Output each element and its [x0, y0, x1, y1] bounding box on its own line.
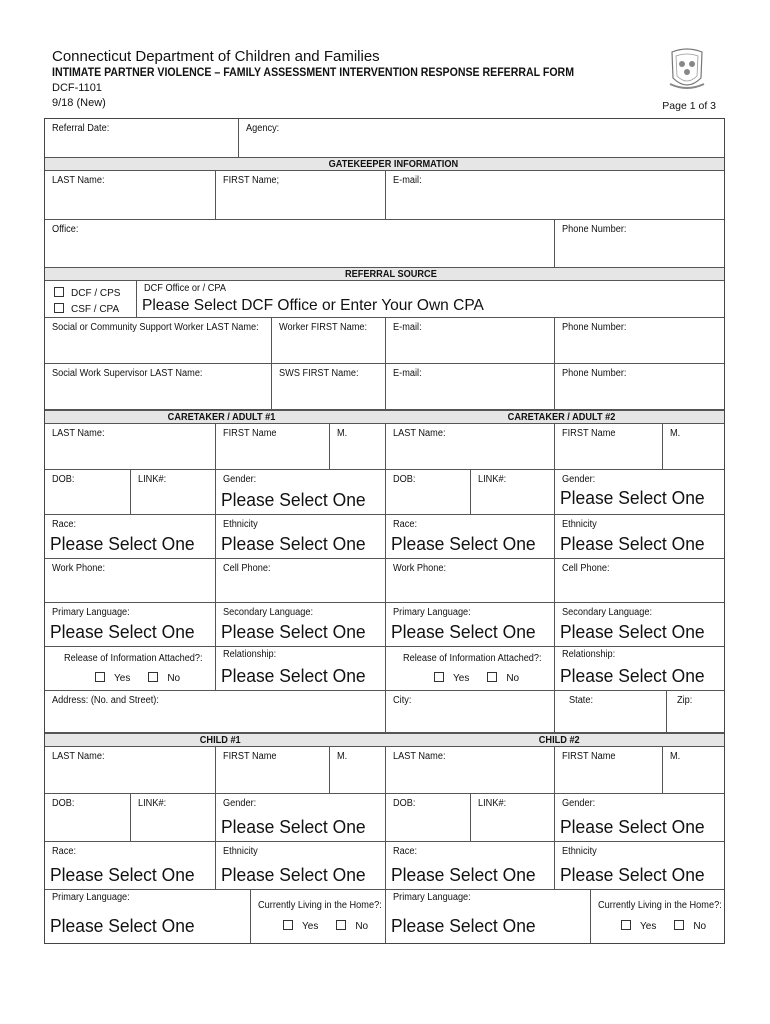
- supervisor-phone-label: Phone Number:: [562, 368, 627, 379]
- caretaker-1-gender-label: Gender:: [223, 474, 257, 485]
- caretaker-1-gender-dropdown[interactable]: Please Select One: [221, 490, 366, 510]
- referral-source-title: REFERRAL SOURCE: [344, 269, 437, 280]
- supervisor-last-name-field[interactable]: [45, 364, 272, 410]
- caretaker-1-primary-language-dropdown[interactable]: Please Select One: [50, 622, 195, 642]
- yes-label: Yes: [640, 921, 657, 932]
- form-version-date: 9/18 (New): [52, 97, 106, 109]
- child-1-primary-language-label: Primary Language:: [52, 892, 130, 903]
- dcf-office-field[interactable]: [137, 281, 724, 318]
- checkbox-icon[interactable]: [434, 672, 444, 682]
- checkbox-icon[interactable]: [54, 287, 64, 297]
- child-2-living-field: [591, 890, 724, 943]
- child-2-first-name-label: FIRST Name: [562, 751, 616, 762]
- gatekeeper-email-label: E-mail:: [393, 175, 422, 186]
- child-2-gender-label: Gender:: [562, 798, 596, 809]
- child-1-title: CHILD #1: [199, 735, 241, 746]
- child-1-living-field: [251, 890, 386, 943]
- dcf-office-dropdown[interactable]: Please Select DCF Office or Enter Your Own CPA: [142, 297, 484, 314]
- caretaker-1-dob-field[interactable]: [45, 470, 131, 515]
- supervisor-first-name-label: SWS FIRST Name:: [279, 368, 359, 379]
- checkbox-icon[interactable]: [674, 920, 684, 930]
- caretaker-1-title: CARETAKER / ADULT #1: [167, 412, 276, 423]
- child-2-ethnicity-field[interactable]: [555, 842, 724, 890]
- agency-label: Agency:: [246, 123, 280, 134]
- caretaker-1-release-options: [95, 672, 180, 684]
- caretaker-2-last-name-label: LAST Name:: [393, 428, 446, 439]
- address-zip-label: Zip:: [677, 695, 693, 706]
- caretaker-2-work-phone-label: Work Phone:: [393, 563, 447, 574]
- dcf-office-label: DCF Office or / CPA: [144, 283, 226, 294]
- gatekeeper-section-header: [45, 157, 724, 171]
- checkbox-icon[interactable]: [336, 920, 346, 930]
- caretaker-2-secondary-language-label: Secondary Language:: [562, 607, 653, 618]
- caretaker-2-middle-initial-label: M.: [670, 428, 681, 439]
- child-2-link-label: LINK#:: [478, 798, 507, 809]
- worker-email-field[interactable]: [386, 318, 555, 364]
- child-2-last-name-label: LAST Name:: [393, 751, 446, 762]
- child-1-ethnicity-field[interactable]: [216, 842, 386, 890]
- child-1-first-name-label: FIRST Name: [223, 751, 277, 762]
- gatekeeper-office-label: Office:: [52, 224, 79, 235]
- child-1-primary-language-field[interactable]: [45, 890, 251, 943]
- child-2-race-field[interactable]: [386, 842, 555, 890]
- gatekeeper-first-name-label: FIRST Name;: [223, 175, 280, 186]
- caretaker-2-ethnicity-dropdown[interactable]: Please Select One: [560, 534, 705, 554]
- support-worker-last-name-label: Social or Community Support Worker LAST Name:: [52, 322, 259, 333]
- child-1-middle-initial-field[interactable]: [330, 747, 386, 794]
- address-street-label: Address: (No. and Street):: [52, 695, 159, 706]
- yes-label: Yes: [302, 921, 319, 932]
- caretaker-2-title: CARETAKER / ADULT #2: [507, 412, 616, 423]
- worker-phone-label: Phone Number:: [562, 322, 627, 333]
- caretaker-2-first-name-label: FIRST Name: [562, 428, 616, 439]
- checkbox-icon[interactable]: [487, 672, 497, 682]
- caretaker-2-dob-field[interactable]: [386, 470, 471, 515]
- child-1-ethnicity-dropdown[interactable]: Please Select One: [221, 865, 366, 885]
- child-2-dob-field[interactable]: [386, 794, 471, 842]
- checkbox-icon[interactable]: [148, 672, 158, 682]
- gatekeeper-office-field[interactable]: [45, 220, 555, 268]
- checkbox-icon[interactable]: [283, 920, 293, 930]
- caretaker-1-race-label: Race:: [52, 519, 77, 530]
- caretaker-1-release-field: [45, 647, 216, 691]
- caretaker-1-middle-initial-field[interactable]: [330, 424, 386, 470]
- referral-source-section-header: [45, 267, 724, 281]
- agency-field[interactable]: [239, 119, 724, 158]
- caretaker-2-relationship-dropdown[interactable]: Please Select One: [560, 666, 705, 686]
- caretaker-2-race-field[interactable]: [386, 515, 555, 559]
- no-label: No: [506, 673, 520, 684]
- child-1-last-name-field[interactable]: [45, 747, 216, 794]
- referral-form: [44, 118, 725, 944]
- child-1-living-label: Currently Living in the Home?:: [258, 900, 382, 911]
- no-label: No: [693, 921, 707, 932]
- worker-first-name-label: Worker FIRST Name:: [279, 322, 368, 333]
- form-title: INTIMATE PARTNER VIOLENCE – FAMILY ASSESSMENT INTERVENTION RESPONSE REFERRAL FORM: [52, 67, 575, 79]
- gatekeeper-last-name-field[interactable]: [45, 171, 216, 220]
- child-2-primary-language-field[interactable]: [386, 890, 591, 943]
- caretaker-2-primary-language-label: Primary Language:: [393, 607, 471, 618]
- gatekeeper-phone-label: Phone Number:: [562, 224, 627, 235]
- caretaker-2-secondary-language-dropdown[interactable]: Please Select One: [560, 622, 705, 642]
- address-street-field[interactable]: [45, 691, 386, 733]
- caretaker-2-link-label: LINK#:: [478, 474, 507, 485]
- gatekeeper-email-field[interactable]: [386, 171, 724, 220]
- caretaker-1-race-dropdown[interactable]: Please Select One: [50, 534, 195, 554]
- caretaker-1-dob-label: DOB:: [52, 474, 75, 485]
- caretaker-1-primary-language-label: Primary Language:: [52, 607, 130, 618]
- child-2-middle-initial-label: M.: [670, 751, 681, 762]
- referral-type-options: [45, 281, 137, 318]
- caretaker-1-ethnicity-label: Ethnicity: [223, 519, 258, 530]
- child-2-primary-language-dropdown[interactable]: Please Select One: [391, 916, 536, 936]
- child-1-gender-label: Gender:: [223, 798, 257, 809]
- caretaker-2-release-options: [434, 672, 519, 684]
- caretaker-2-last-name-field[interactable]: [386, 424, 555, 470]
- state-seal-icon: [666, 48, 708, 92]
- option-csf-cpa-label: CSF / CPA: [71, 304, 120, 315]
- child-1-last-name-label: LAST Name:: [52, 751, 105, 762]
- supervisor-email-label: E-mail:: [393, 368, 422, 379]
- caretaker-2-cell-phone-field[interactable]: [555, 559, 724, 603]
- address-state-field[interactable]: [555, 691, 667, 733]
- caretaker-1-secondary-language-dropdown[interactable]: Please Select One: [221, 622, 366, 642]
- caretaker-2-work-phone-field[interactable]: [386, 559, 555, 603]
- child-2-living-label: Currently Living in the Home?:: [598, 900, 722, 911]
- no-label: No: [355, 921, 369, 932]
- child-1-living-options: [283, 920, 368, 932]
- no-label: No: [167, 673, 181, 684]
- caretaker-1-work-phone-label: Work Phone:: [52, 563, 106, 574]
- child-1-gender-field[interactable]: [216, 794, 386, 842]
- child-1-dob-label: DOB:: [52, 798, 75, 809]
- supervisor-last-name-label: Social Work Supervisor LAST Name:: [52, 368, 203, 379]
- caretaker-1-last-name-label: LAST Name:: [52, 428, 105, 439]
- caretaker-2-first-name-field[interactable]: [555, 424, 663, 470]
- child-1-dob-field[interactable]: [45, 794, 131, 842]
- child-1-first-name-field[interactable]: [216, 747, 330, 794]
- checkbox-icon[interactable]: [95, 672, 105, 682]
- child-1-race-field[interactable]: [45, 842, 216, 890]
- referral-date-field[interactable]: [45, 119, 239, 158]
- caretaker-2-secondary-language-field[interactable]: [555, 603, 724, 647]
- worker-phone-field[interactable]: [555, 318, 724, 364]
- child-2-middle-initial-field[interactable]: [663, 747, 724, 794]
- child-1-primary-language-dropdown[interactable]: Please Select One: [50, 916, 195, 936]
- child-1-ethnicity-label: Ethnicity: [223, 846, 258, 857]
- caretaker-2-dob-label: DOB:: [393, 474, 416, 485]
- child-2-ethnicity-label: Ethnicity: [562, 846, 597, 857]
- child-1-gender-dropdown[interactable]: Please Select One: [221, 817, 366, 837]
- caretaker-1-link-label: LINK#:: [138, 474, 167, 485]
- address-state-label: State:: [569, 695, 594, 706]
- caretaker-1-relationship-dropdown[interactable]: Please Select One: [221, 666, 366, 686]
- caretaker-1-primary-language-field[interactable]: [45, 603, 216, 647]
- address-city-label: City:: [393, 695, 412, 706]
- caretaker-2-primary-language-dropdown[interactable]: Please Select One: [391, 622, 536, 642]
- child-2-gender-field[interactable]: [555, 794, 724, 842]
- caretaker-2-middle-initial-field[interactable]: [663, 424, 724, 470]
- child-1-link-field[interactable]: [131, 794, 216, 842]
- caretaker-1-cell-phone-label: Cell Phone:: [223, 563, 271, 574]
- gatekeeper-title: GATEKEEPER INFORMATION: [328, 159, 459, 170]
- gatekeeper-phone-field[interactable]: [555, 220, 724, 268]
- child-1-race-label: Race:: [52, 846, 77, 857]
- child-2-race-dropdown[interactable]: Please Select One: [391, 865, 536, 885]
- worker-email-label: E-mail:: [393, 322, 422, 333]
- caretaker-1-gender-field[interactable]: [216, 470, 386, 515]
- caretaker-1-secondary-language-label: Secondary Language:: [223, 607, 314, 618]
- worker-first-name-field[interactable]: [272, 318, 386, 364]
- child-section-header: [45, 733, 724, 747]
- child-2-link-field[interactable]: [471, 794, 555, 842]
- caretaker-1-ethnicity-dropdown[interactable]: Please Select One: [221, 534, 366, 554]
- gatekeeper-last-name-label: LAST Name:: [52, 175, 105, 186]
- referral-date-label: Referral Date:: [52, 123, 110, 134]
- caretaker-1-first-name-field[interactable]: [216, 424, 330, 470]
- caretaker-section-header: [45, 410, 724, 424]
- address-zip-field[interactable]: [667, 691, 724, 733]
- form-header: [52, 48, 724, 118]
- child-2-title: CHILD #2: [538, 735, 580, 746]
- caretaker-1-ethnicity-field[interactable]: [216, 515, 386, 559]
- caretaker-2-ethnicity-label: Ethnicity: [562, 519, 597, 530]
- address-city-field[interactable]: [386, 691, 555, 733]
- caretaker-2-gender-label: Gender:: [562, 474, 596, 485]
- child-2-gender-dropdown[interactable]: Please Select One: [560, 817, 705, 837]
- option-dcf-cps[interactable]: [54, 287, 120, 299]
- page-number: Page 1 of 3: [662, 100, 716, 112]
- child-2-race-label: Race:: [393, 846, 418, 857]
- caretaker-1-last-name-field[interactable]: [45, 424, 216, 470]
- caretaker-2-link-field[interactable]: [471, 470, 555, 515]
- form-code: DCF-1101: [52, 82, 102, 94]
- child-2-first-name-field[interactable]: [555, 747, 663, 794]
- checkbox-icon[interactable]: [621, 920, 631, 930]
- child-1-link-label: LINK#:: [138, 798, 167, 809]
- caretaker-1-first-name-label: FIRST Name: [223, 428, 277, 439]
- caretaker-1-cell-phone-field[interactable]: [216, 559, 386, 603]
- child-2-primary-language-label: Primary Language:: [393, 892, 471, 903]
- child-2-dob-label: DOB:: [393, 798, 416, 809]
- caretaker-1-secondary-language-field[interactable]: [216, 603, 386, 647]
- caretaker-1-relationship-field[interactable]: [216, 647, 386, 691]
- gatekeeper-first-name-field[interactable]: [216, 171, 386, 220]
- caretaker-2-primary-language-field[interactable]: [386, 603, 555, 647]
- option-dcf-cps-label: DCF / CPS: [71, 288, 121, 299]
- child-2-last-name-field[interactable]: [386, 747, 555, 794]
- supervisor-first-name-field[interactable]: [272, 364, 386, 410]
- caretaker-1-race-field[interactable]: [45, 515, 216, 559]
- caretaker-2-cell-phone-label: Cell Phone:: [562, 563, 610, 574]
- caretaker-1-relationship-label: Relationship:: [223, 649, 277, 660]
- yes-label: Yes: [453, 673, 470, 684]
- caretaker-1-middle-initial-label: M.: [337, 428, 348, 439]
- checkbox-icon[interactable]: [54, 303, 64, 313]
- supervisor-phone-field[interactable]: [555, 364, 724, 410]
- option-csf-cpa[interactable]: [54, 303, 119, 315]
- caretaker-2-race-label: Race:: [393, 519, 418, 530]
- child-2-living-options: [621, 920, 706, 932]
- caretaker-2-release-field: [386, 647, 555, 691]
- caretaker-2-release-label: Release of Information Attached?:: [403, 653, 542, 664]
- child-1-race-dropdown[interactable]: Please Select One: [50, 865, 195, 885]
- caretaker-2-relationship-field[interactable]: [555, 647, 724, 691]
- caretaker-1-release-label: Release of Information Attached?:: [64, 653, 203, 664]
- caretaker-2-relationship-label: Relationship:: [562, 649, 616, 660]
- yes-label: Yes: [114, 673, 131, 684]
- caretaker-1-work-phone-field[interactable]: [45, 559, 216, 603]
- child-1-middle-initial-label: M.: [337, 751, 348, 762]
- caretaker-2-gender-dropdown[interactable]: Please Select One: [560, 488, 705, 508]
- supervisor-email-field[interactable]: [386, 364, 555, 410]
- support-worker-last-name-field[interactable]: [45, 318, 272, 364]
- caretaker-2-ethnicity-field[interactable]: [555, 515, 724, 559]
- child-2-ethnicity-dropdown[interactable]: Please Select One: [560, 865, 705, 885]
- caretaker-1-link-field[interactable]: [131, 470, 216, 515]
- caretaker-2-gender-field[interactable]: [555, 470, 724, 515]
- caretaker-2-race-dropdown[interactable]: Please Select One: [391, 534, 536, 554]
- organization-name: Connecticut Department of Children and Families: [52, 48, 380, 65]
